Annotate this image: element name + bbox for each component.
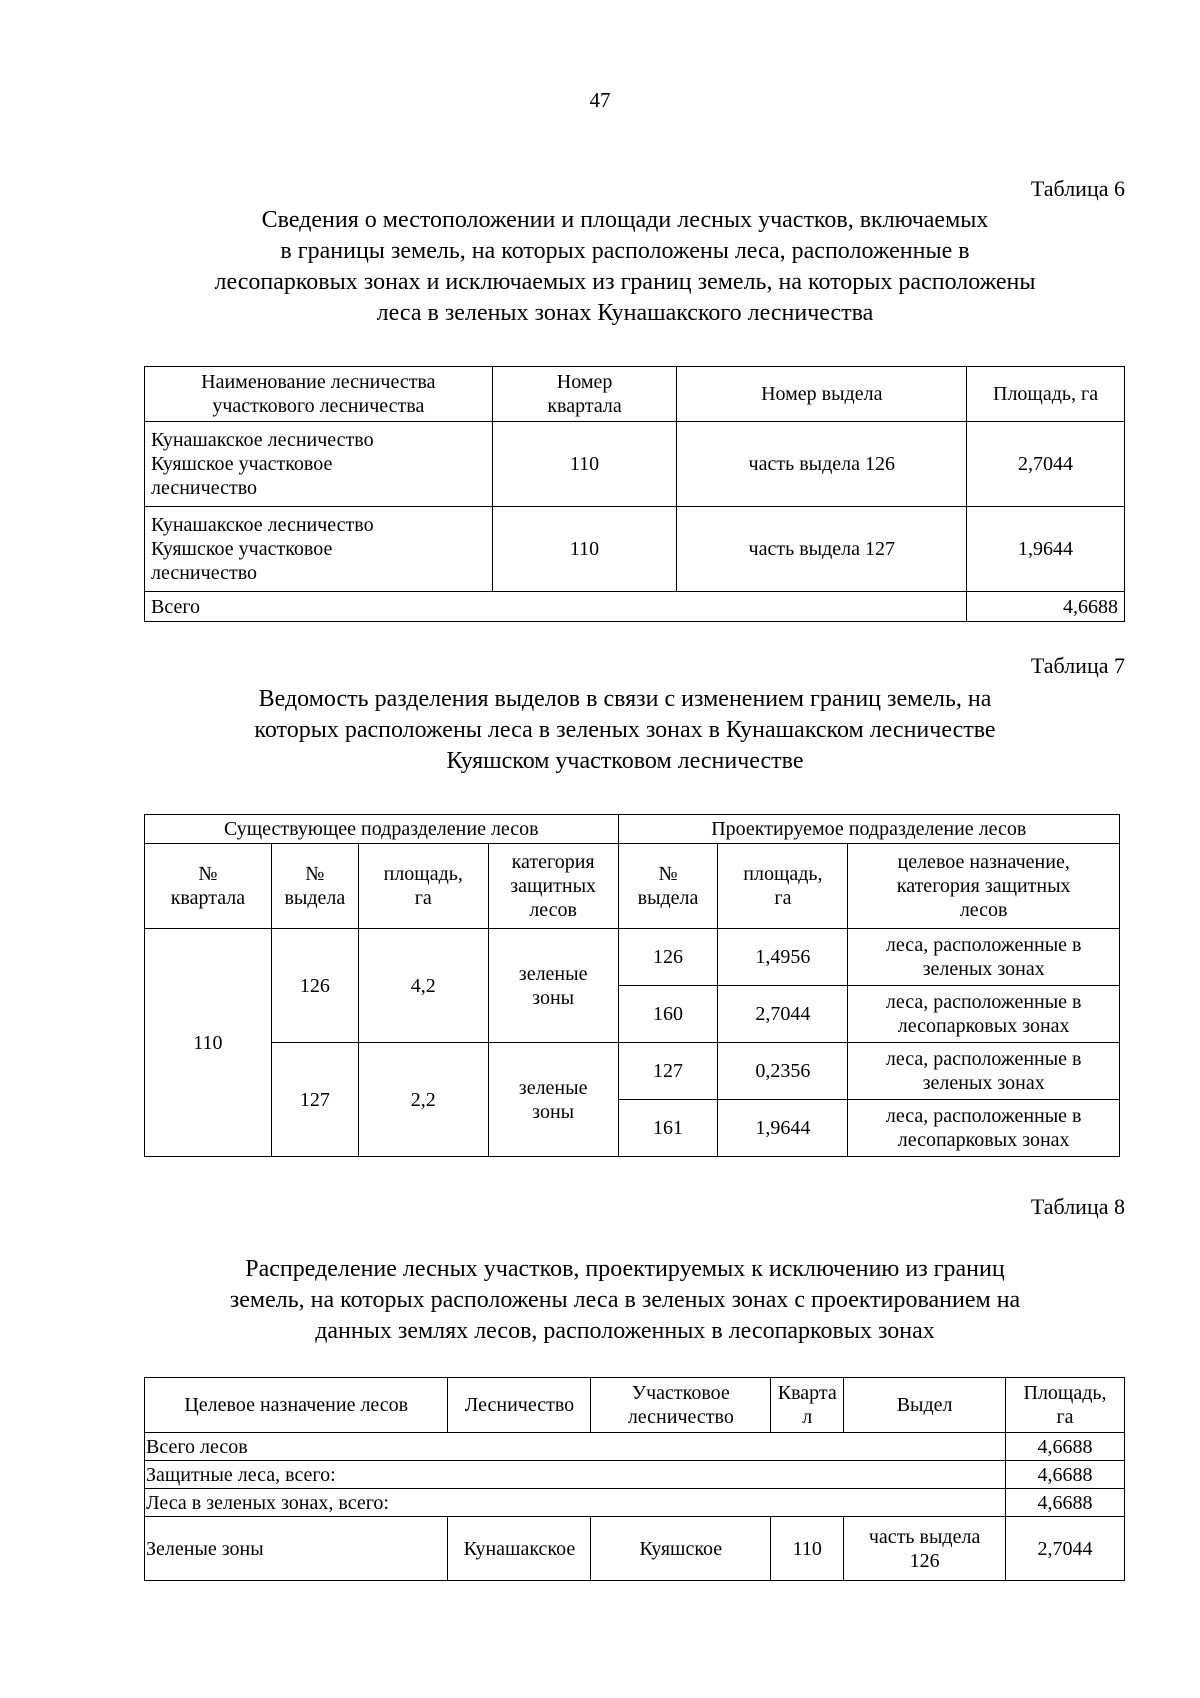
cell-line: леса, расположенные в: [885, 1048, 1082, 1070]
table8-cell-area: 2,7044: [1006, 1517, 1125, 1581]
table8-cell-forestry: Кунашакское: [448, 1517, 591, 1581]
cell-line: Кунашакское лесничество: [151, 429, 374, 451]
table6-title: [130, 205, 1120, 329]
table6-title-line: в границы земель, на которых расположены леса, расположенные в: [280, 238, 970, 264]
table7-cell-area: 2,2: [358, 1043, 488, 1157]
header-line: участкового лесничества: [212, 395, 425, 417]
table7-title-line: которых расположены леса в зеленых зонах в Кунашакском лесничестве: [254, 717, 996, 743]
table8-header-forestry: Лесничество: [448, 1378, 591, 1433]
table7-header-category: [488, 844, 618, 929]
cell-line: часть выдела: [868, 1525, 981, 1548]
table-row: [145, 1461, 1125, 1489]
header-line: защитных: [510, 875, 597, 897]
cell-line: зеленые: [518, 1076, 588, 1099]
table6-cell-quarter: 110: [492, 422, 677, 507]
table7-cell-proj-vydel: 161: [618, 1100, 718, 1157]
table6-total-label: Всего: [145, 592, 967, 622]
table8-cell-purpose: Зеленые зоны: [145, 1517, 448, 1581]
table8-title-line: Распределение лесных участков, проектируемых к исключению из границ: [245, 1256, 1005, 1282]
table6-cell-vydel: часть выдела 127: [677, 507, 967, 592]
table7-header-quarter: [145, 844, 272, 929]
table8-cell-vydel: [844, 1517, 1006, 1581]
table7-cell-proj-area: 0,2356: [718, 1043, 848, 1100]
header-line: категория защитных: [896, 875, 1071, 897]
header-line: га: [774, 887, 792, 909]
table-row: [145, 422, 1125, 507]
table7-cell-proj-area: 1,9644: [718, 1100, 848, 1157]
header-line: №: [305, 863, 325, 885]
header-line: выдела: [284, 887, 346, 909]
table7-cell-quarter: 110: [145, 929, 272, 1157]
header-line: категория: [511, 851, 595, 873]
table6-cell-area: 2,7044: [967, 422, 1125, 507]
table7-cell-category: [488, 929, 618, 1043]
table8-cell-district: Куяшское: [591, 1517, 771, 1581]
header-line: квартала: [170, 887, 246, 909]
cell-line: леса, расположенные в: [885, 1105, 1082, 1127]
table6-cell-area: 1,9644: [967, 507, 1125, 592]
table8-summary-value: 4,6688: [1006, 1489, 1125, 1517]
table8-summary-label: Защитные леса, всего:: [145, 1461, 1006, 1489]
table8-title: [130, 1254, 1120, 1347]
table6-cell-name: [145, 507, 493, 592]
header-line: лесничество: [627, 1406, 734, 1428]
cell-line: леса, расположенные в: [885, 934, 1082, 956]
table6-header-area: Площадь, га: [967, 367, 1125, 422]
table8-label: Таблица 8: [1030, 1194, 1125, 1219]
table7-title-line: Куяшском участковом лесничестве: [446, 748, 804, 774]
header-line: Кварта: [777, 1382, 837, 1404]
table-row: [145, 507, 1125, 592]
table-row: [145, 1433, 1125, 1461]
table6: [144, 366, 1125, 622]
cell-line: лесничество: [151, 477, 257, 499]
table6-total-value: 4,6688: [967, 592, 1125, 622]
header-line: площадь,: [383, 863, 463, 885]
header-line: №: [198, 863, 218, 885]
table7-header-proj-vydel: [618, 844, 718, 929]
header-line: площадь,: [743, 863, 823, 885]
table8-cell-quarter: 110: [771, 1517, 844, 1581]
cell-line: зоны: [532, 1100, 575, 1123]
cell-line: зеленых зонах: [922, 958, 1045, 980]
table8-header-district: [591, 1378, 771, 1433]
header-line: №: [658, 863, 678, 885]
cell-line: Кунашакское лесничество: [151, 514, 374, 536]
table7-cell-purpose: [848, 986, 1120, 1043]
table7-cell-category: [488, 1043, 618, 1157]
cell-line: лесничество: [151, 562, 257, 584]
table8-summary-value: 4,6688: [1006, 1461, 1125, 1489]
table7-cell-proj-area: 1,4956: [718, 929, 848, 986]
table7-title: [130, 684, 1120, 777]
table8-title-line: данных землях лесов, расположенных в лесопарковых зонах: [315, 1318, 935, 1344]
table6-header-quarter: [492, 367, 677, 422]
header-line: Площадь,: [1023, 1382, 1107, 1404]
table7-cell-purpose: [848, 1100, 1120, 1157]
table7-group-existing: Существующее подразделение лесов: [145, 815, 619, 844]
table8-header-vydel: Выдел: [844, 1378, 1006, 1433]
table7-header-proj-area: [718, 844, 848, 929]
table6-cell-vydel: часть выдела 126: [677, 422, 967, 507]
header-line: га: [414, 887, 432, 909]
table-row: [145, 592, 1125, 622]
cell-line: лесопарковых зонах: [897, 1015, 1070, 1037]
cell-line: зеленые: [518, 962, 588, 985]
table8-summary-label: Всего лесов: [145, 1433, 1006, 1461]
table-row: [145, 1043, 1120, 1100]
table8: [144, 1377, 1125, 1581]
table6-title-line: леса в зеленых зонах Кунашакского лесничества: [376, 300, 874, 326]
header-line: выдела: [637, 887, 699, 909]
table7-label: Таблица 7: [1030, 653, 1125, 678]
table6-header-vydel: Номер выдела: [677, 367, 967, 422]
table7-header-area: [358, 844, 488, 929]
table6-title-line: лесопарковых зонах и исключаемых из границ земель, на которых расположены: [214, 269, 1036, 295]
table7-cell-proj-vydel: 126: [618, 929, 718, 986]
table7-header-vydel: [271, 844, 358, 929]
table7: [144, 814, 1120, 1157]
table8-header-quarter: [771, 1378, 844, 1433]
table6-cell-quarter: 110: [492, 507, 677, 592]
table-row: [145, 1489, 1125, 1517]
table7-cell-vydel: 126: [271, 929, 358, 1043]
table7-group-projected: Проектируемое подразделение лесов: [618, 815, 1119, 844]
table7-cell-area: 4,2: [358, 929, 488, 1043]
table7-header-purpose: [848, 844, 1120, 929]
header-line: Наименование лесничества: [201, 371, 436, 393]
table7-cell-purpose: [848, 1043, 1120, 1100]
header-line: га: [1056, 1406, 1074, 1428]
cell-line: зеленых зонах: [922, 1072, 1045, 1094]
cell-line: лесопарковых зонах: [897, 1129, 1070, 1151]
header-line: лесов: [529, 899, 577, 921]
cell-line: Куяшское участковое: [151, 453, 333, 475]
table7-cell-proj-area: 2,7044: [718, 986, 848, 1043]
table7-cell-proj-vydel: 127: [618, 1043, 718, 1100]
cell-line: 126: [909, 1549, 940, 1572]
header-line: Участковое: [631, 1382, 730, 1404]
cell-line: леса, расположенные в: [885, 991, 1082, 1013]
header-line: лесов: [959, 899, 1008, 921]
page-number: 47: [589, 88, 611, 112]
table8-title-line: земель, на которых расположены леса в зеленых зонах с проектированием на: [229, 1287, 1021, 1313]
header-line: л: [802, 1406, 813, 1428]
header-line: квартала: [547, 395, 622, 417]
table7-cell-proj-vydel: 160: [618, 986, 718, 1043]
table8-summary-label: Леса в зеленых зонах, всего:: [145, 1489, 1006, 1517]
table6-label: Таблица 6: [1030, 176, 1125, 201]
table7-cell-vydel: 127: [271, 1043, 358, 1157]
table6-cell-name: [145, 422, 493, 507]
table8-header-purpose: Целевое назначение лесов: [145, 1378, 448, 1433]
table7-cell-purpose: [848, 929, 1120, 986]
header-line: Номер: [556, 371, 613, 393]
table6-header-name: [145, 367, 493, 422]
header-line: целевое назначение,: [897, 851, 1070, 873]
table8-summary-value: 4,6688: [1006, 1433, 1125, 1461]
cell-line: зоны: [532, 986, 575, 1009]
table-row: [145, 1517, 1125, 1581]
table-row: [145, 929, 1120, 986]
cell-line: Куяшское участковое: [151, 538, 333, 560]
table6-title-line: Сведения о местоположении и площади лесных участков, включаемых: [261, 207, 989, 233]
table8-header-area: [1006, 1378, 1125, 1433]
table7-title-line: Ведомость разделения выделов в связи с изменением границ земель, на: [258, 686, 992, 712]
